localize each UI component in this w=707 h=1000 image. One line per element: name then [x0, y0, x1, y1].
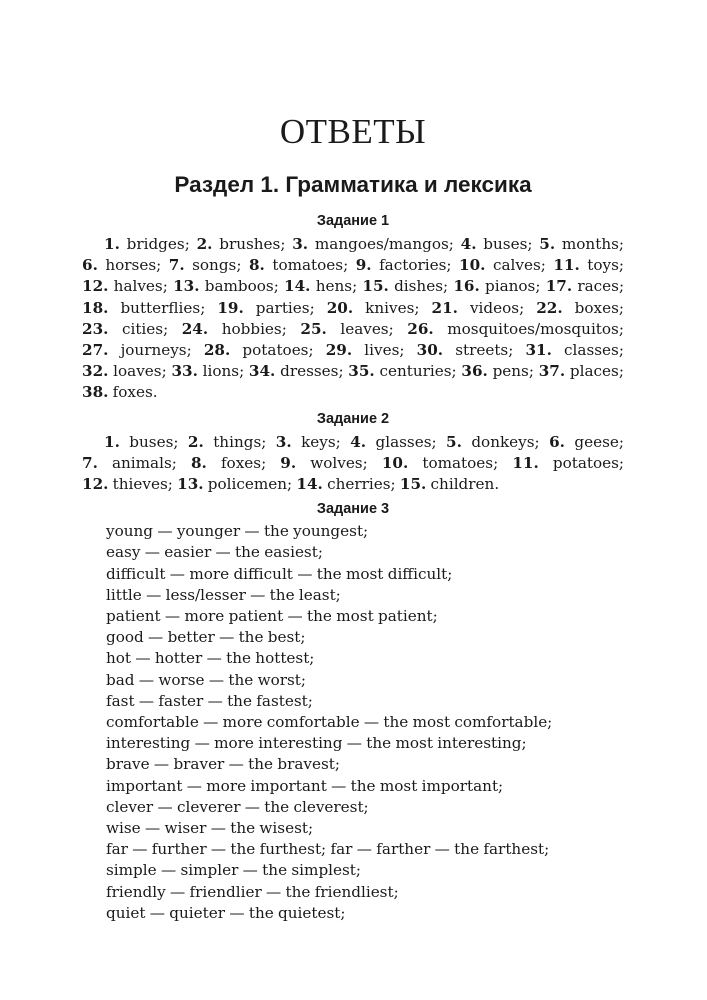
- answer-number: 28.: [203, 341, 231, 360]
- answer-item: 23. cities;: [82, 319, 169, 338]
- answer-word: months: [561, 235, 619, 253]
- answer-item: 31. classes;: [525, 341, 624, 360]
- answer-item: 6. geese;: [549, 432, 624, 451]
- answer-word: places: [569, 362, 619, 381]
- answer-number: 17.: [545, 277, 573, 296]
- answer-word: boxes: [574, 298, 619, 317]
- answer-word: songs: [192, 256, 237, 275]
- answer-number: 12.: [82, 277, 109, 296]
- answer-item: 11. potatoes;: [512, 453, 625, 472]
- answer-word: brushes: [219, 235, 281, 253]
- answer-number: 1.: [104, 235, 120, 253]
- comparison-line: important — more important — the most important;: [106, 776, 504, 795]
- answer-item: 8. foxes;: [190, 453, 267, 472]
- answer-item: 1. bridges;: [104, 235, 190, 253]
- answer-number: 15.: [362, 277, 389, 296]
- comparison-line: interesting — more interesting — the most interesting;: [106, 734, 527, 753]
- answer-word: parties: [255, 298, 310, 317]
- answer-word: horses: [105, 256, 157, 275]
- answer-number: 14.: [296, 475, 323, 494]
- answer-word: buses: [483, 235, 528, 253]
- comparison-line: fast — faster — the fastest;: [106, 691, 313, 710]
- page-title: ОТВЕТЫ: [279, 112, 427, 151]
- comparison-line: young — younger — the youngest;: [106, 522, 369, 541]
- answer-word: halves: [113, 277, 163, 296]
- comparison-line: far — further — the furthest; far — farther — the farthest;: [106, 840, 550, 859]
- answer-number: 19.: [217, 298, 244, 317]
- answer-word: buses: [129, 432, 174, 451]
- answer-word: potatoes: [242, 341, 309, 360]
- answer-item: 32. loaves;: [82, 362, 167, 381]
- answer-word: calves: [492, 256, 541, 275]
- answer-number: 35.: [348, 362, 375, 381]
- answer-item: 20. knives;: [326, 298, 420, 317]
- answer-item: 2. things;: [187, 432, 267, 451]
- answer-word: geese: [574, 432, 619, 451]
- answer-word: hobbies: [221, 319, 282, 338]
- answer-number: 21.: [431, 298, 458, 317]
- comparison-line: comfortable — more comfortable — the most comfortable;: [106, 713, 553, 732]
- answer-number: 7.: [82, 453, 98, 472]
- answer-number: 33.: [171, 362, 198, 381]
- answer-word: thieves: [112, 475, 168, 494]
- answer-item: 5. donkeys;: [446, 432, 540, 451]
- answer-word: lions: [202, 362, 240, 381]
- comparison-line: easy — easier — the easiest;: [106, 543, 323, 562]
- answer-item: 19. parties;: [217, 298, 315, 317]
- answer-item: 30. streets;: [416, 341, 514, 360]
- answer-word: cities: [121, 319, 164, 338]
- answer-item: 7. animals;: [82, 453, 177, 472]
- answer-number: 30.: [416, 341, 444, 360]
- answer-number: 16.: [453, 277, 480, 296]
- answer-item: 5. months;: [539, 235, 625, 253]
- answer-item: 21. videos;: [431, 298, 525, 317]
- answer-item: 18. butterflies;: [82, 298, 206, 317]
- answer-word: mosquitoes/mosquitos: [447, 319, 619, 338]
- answer-number: 9.: [280, 453, 297, 472]
- answer-number: 2.: [187, 432, 204, 451]
- answer-item: 26. mosquitoes/mosquitos;: [407, 319, 624, 338]
- answer-word: streets: [455, 341, 509, 360]
- answer-item: 25. leaves;: [300, 319, 394, 338]
- answer-number: 26.: [407, 319, 434, 338]
- answer-item: 8. tomatoes;: [248, 256, 349, 275]
- answer-item: 24. hobbies;: [181, 319, 287, 338]
- answer-number: 14.: [284, 277, 311, 296]
- answer-number: 23.: [82, 319, 109, 338]
- answer-number: 11.: [553, 256, 580, 275]
- answer-item: 37. places;: [538, 362, 624, 381]
- answer-number: 4.: [460, 235, 477, 253]
- task3-forms-list: [82, 521, 624, 924]
- task2-heading: Задание 2: [316, 410, 390, 427]
- answer-word: mangoes/mangos: [314, 235, 449, 253]
- answer-word: factories: [379, 256, 447, 275]
- answer-number: 29.: [325, 341, 353, 360]
- answer-number: 3.: [292, 235, 309, 253]
- answer-word: lives: [364, 341, 400, 360]
- answer-number: 10.: [459, 256, 486, 275]
- answer-word: pianos: [485, 277, 536, 296]
- answer-word: tomatoes: [422, 453, 494, 472]
- answer-item: 33. lions;: [171, 362, 245, 381]
- answer-number: 8.: [190, 453, 207, 472]
- answer-word: loaves: [113, 362, 162, 381]
- comparison-line: patient — more patient — the most patient;: [106, 607, 438, 626]
- answer-word: classes: [564, 341, 619, 360]
- answer-word: glasses: [375, 432, 432, 451]
- answer-item: 36. pens;: [461, 362, 534, 381]
- answer-number: 25.: [300, 319, 327, 338]
- answer-number: 31.: [525, 341, 552, 360]
- answer-word: leaves: [340, 319, 389, 338]
- answer-number: 4.: [350, 432, 367, 451]
- answer-number: 34.: [248, 362, 276, 381]
- answer-item: 6. horses;: [82, 256, 162, 275]
- answer-item: 13. policemen;: [177, 475, 293, 494]
- answer-item: 3. keys;: [275, 432, 341, 451]
- answer-word: butterflies: [120, 298, 201, 317]
- answer-word: tomatoes: [272, 256, 344, 275]
- task3-heading: Задание 3: [316, 501, 390, 518]
- answer-word: pens: [492, 362, 529, 381]
- answer-item: 7. songs;: [168, 256, 242, 275]
- answer-item: 15. children.: [399, 475, 500, 494]
- comparison-line: hot — hotter — the hottest;: [106, 649, 315, 668]
- answer-number: 8.: [248, 256, 265, 275]
- answer-word: bridges: [126, 235, 185, 253]
- answer-item: 13. bamboos;: [173, 277, 279, 296]
- comparison-line: brave — braver — the bravest;: [106, 755, 340, 774]
- answer-item: 10. tomatoes;: [381, 453, 499, 472]
- answers-page: [82, 112, 624, 924]
- comparison-line: wise — wiser — the wisest;: [106, 819, 314, 838]
- answer-number: 37.: [538, 362, 566, 381]
- answer-item: 4. buses;: [460, 235, 533, 253]
- answer-item: 1. buses;: [104, 432, 179, 451]
- answer-word: children: [430, 475, 495, 494]
- comparison-line: simple — simpler — the simplest;: [106, 861, 362, 880]
- comparison-line: clever — cleverer — the cleverest;: [106, 797, 369, 816]
- answer-item: 38. foxes.: [82, 383, 158, 402]
- answer-number: 13.: [177, 475, 204, 494]
- answer-item: 9. factories;: [355, 256, 452, 275]
- answer-word: foxes: [112, 383, 153, 402]
- answer-word: things: [213, 432, 262, 451]
- answer-word: foxes: [220, 453, 262, 472]
- answer-number: 7.: [168, 256, 185, 275]
- answer-item: 14. cherries;: [296, 475, 396, 494]
- answer-word: potatoes: [552, 453, 619, 472]
- answer-number: 11.: [512, 453, 539, 472]
- answer-number: 18.: [82, 298, 109, 317]
- answer-item: 11. toys;: [553, 256, 625, 275]
- answer-number: 12.: [82, 475, 109, 494]
- task1-answers: [82, 234, 624, 404]
- section-title: Раздел 1. Грамматика и лексика: [174, 172, 532, 197]
- comparison-line: good — better — the best;: [106, 628, 306, 647]
- answer-item: 34. dresses;: [248, 362, 344, 381]
- answer-word: races: [577, 277, 619, 296]
- answer-number: 6.: [82, 256, 98, 275]
- answer-number: 5.: [446, 432, 462, 451]
- answer-number: 10.: [381, 453, 409, 472]
- answer-number: 13.: [173, 277, 200, 296]
- answer-item: 35. centuries;: [348, 362, 457, 381]
- answer-item: 4. glasses;: [350, 432, 437, 451]
- answer-word: policemen: [207, 475, 288, 494]
- answer-item: 28. potatoes;: [203, 341, 314, 360]
- answer-word: donkeys: [471, 432, 535, 451]
- answer-number: 9.: [355, 256, 372, 275]
- answer-number: 27.: [82, 341, 109, 360]
- answer-word: keys: [301, 432, 336, 451]
- answer-number: 2.: [196, 235, 213, 253]
- answer-item: 29. lives;: [325, 341, 405, 360]
- answer-number: 6.: [549, 432, 565, 451]
- comparison-line: quiet — quieter — the quietest;: [106, 903, 346, 922]
- answer-item: 17. races;: [545, 277, 625, 296]
- answer-word: dishes: [394, 277, 443, 296]
- task1-heading: Задание 1: [316, 213, 390, 229]
- answer-item: 3. mangoes/mangos;: [292, 235, 454, 253]
- answer-number: 20.: [326, 298, 354, 317]
- answer-item: 12. thieves;: [82, 475, 173, 494]
- answer-item: 12. halves;: [82, 277, 168, 296]
- answer-item: 15. dishes;: [362, 277, 449, 296]
- answer-number: 32.: [82, 362, 109, 381]
- answer-word: dresses: [280, 362, 339, 381]
- answer-item: 9. wolves;: [280, 453, 368, 472]
- comparison-line: bad — worse — the worst;: [106, 670, 306, 689]
- answer-number: 36.: [461, 362, 488, 381]
- answer-number: 24.: [181, 319, 209, 338]
- answer-word: videos: [469, 298, 520, 317]
- answer-number: 1.: [104, 432, 120, 451]
- answer-word: cherries: [327, 475, 391, 494]
- answer-word: hens: [315, 277, 353, 296]
- answer-number: 5.: [539, 235, 556, 253]
- answer-item: 14. hens;: [284, 277, 358, 296]
- answer-word: animals: [111, 453, 172, 472]
- comparison-line: little — less/lesser — the least;: [106, 585, 341, 604]
- answer-number: 3.: [275, 432, 292, 451]
- answer-word: centuries: [379, 362, 452, 381]
- comparison-line: difficult — more difficult — the most difficult;: [106, 564, 453, 583]
- answer-number: 22.: [536, 298, 563, 317]
- answer-item: 22. boxes;: [536, 298, 624, 317]
- answer-item: 16. pianos;: [453, 277, 541, 296]
- task2-answers: [82, 432, 624, 496]
- answer-word: wolves: [310, 453, 363, 472]
- comparison-line: friendly — friendlier — the friendliest;: [106, 882, 399, 901]
- answer-number: 38.: [82, 383, 109, 402]
- answer-word: bamboos: [204, 277, 274, 296]
- answer-item: 2. brushes;: [196, 235, 286, 253]
- answer-word: journeys: [120, 341, 187, 360]
- answer-word: toys: [587, 256, 619, 275]
- answer-item: 27. journeys;: [82, 341, 192, 360]
- answer-item: 10. calves;: [459, 256, 546, 275]
- answer-word: knives: [365, 298, 415, 317]
- answer-number: 15.: [399, 475, 427, 494]
